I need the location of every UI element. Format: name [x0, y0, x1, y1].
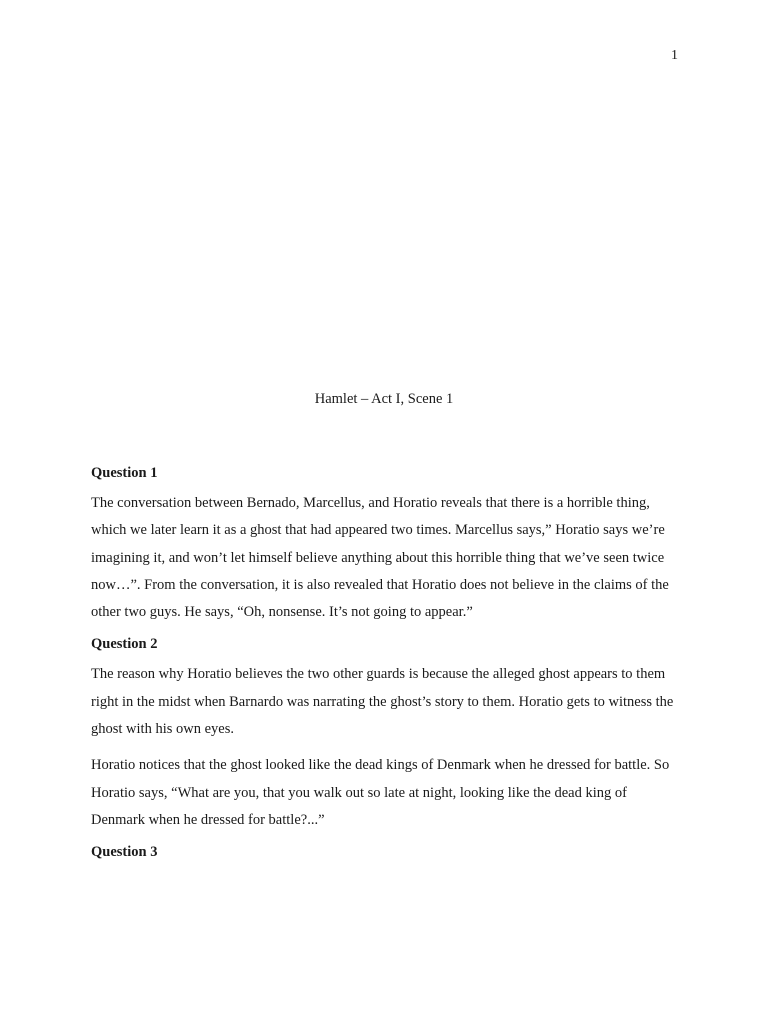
question-1-paragraph: The conversation between Bernado, Marcellus, and Horatio reveals that there is a horrible thing, which we later learn it as a ghost that had appeared two times. Marcellus says,” Horatio says we’re imagining it, and won’t let himself believe anything about this horrible thing that we’ve seen twice now…”. From the conversation, it is also revealed that Horatio does not believe in the claims of the other two guys. He says, “Oh, nonsense. It’s not going to appear.”	[91, 495, 669, 621]
question-1-section	[91, 464, 683, 626]
question-2-heading: Question 2	[91, 636, 158, 653]
question-3-section	[91, 843, 683, 861]
page-number: 1	[671, 48, 678, 63]
question-2-section	[91, 635, 683, 834]
question-2-paragraph-1: The reason why Horatio believes the two other guards is because the alleged ghost appears to them right in the midst when Barnardo was narrating the ghost’s story to them. Horatio gets to witness the ghost with his own eyes.	[91, 666, 674, 738]
document-body	[91, 464, 683, 869]
question-3-heading: Question 3	[91, 844, 158, 861]
document-title: Hamlet – Act I, Scene 1	[314, 391, 454, 407]
question-2-paragraph-2: Horatio notices that the ghost looked like the dead kings of Denmark when he dressed for battle. So Horatio says, “What are you, that you walk out so late at night, looking like the dead king of Denmark when he dressed for battle?...”	[91, 757, 670, 828]
question-1-heading: Question 1	[91, 465, 158, 481]
